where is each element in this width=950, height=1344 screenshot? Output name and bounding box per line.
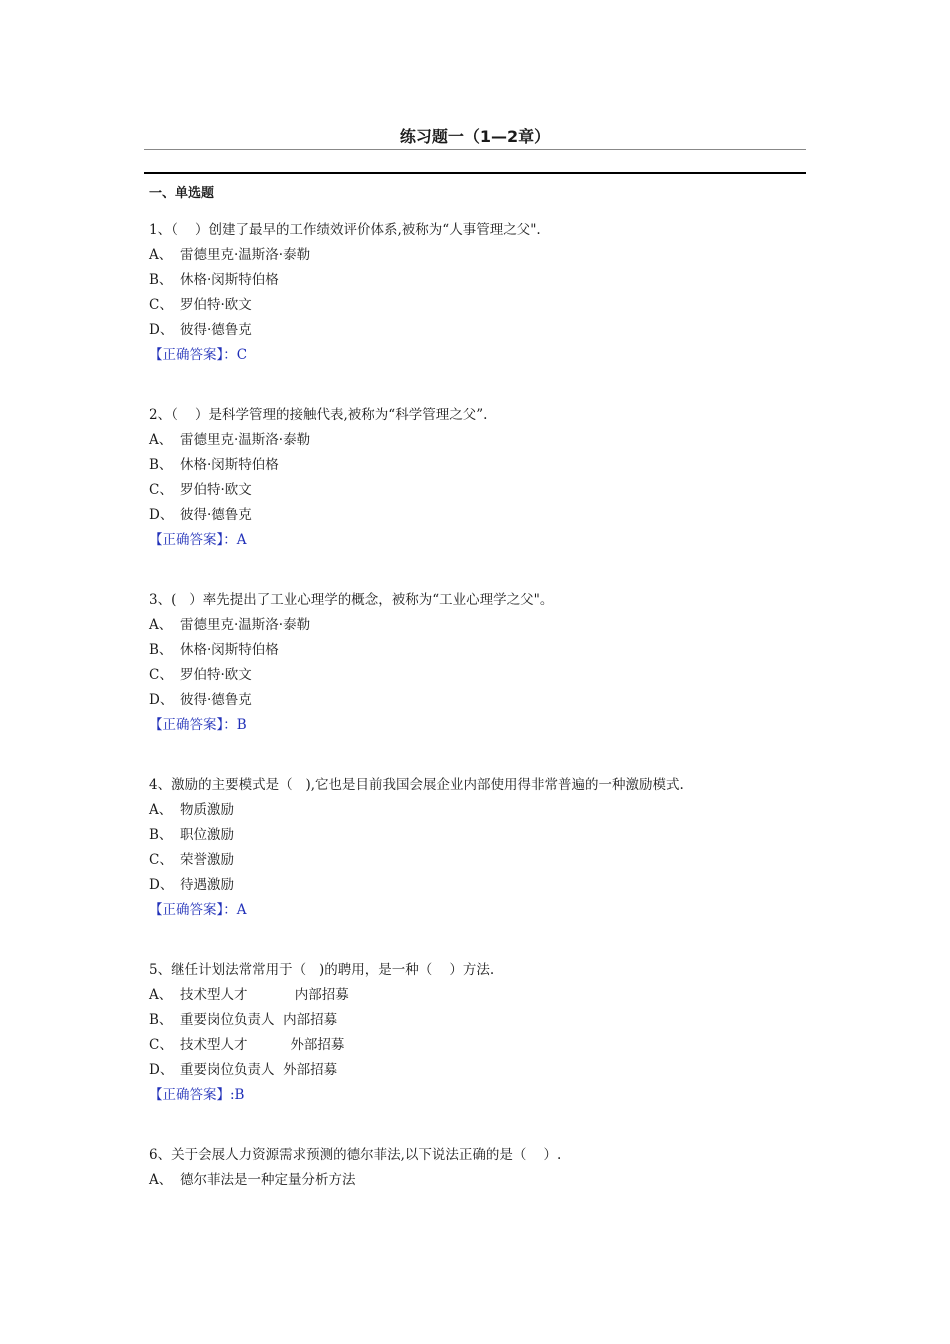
option-d [149,318,809,343]
option-letter: D、 [149,1062,174,1078]
option-text: 彼得·德鲁克 [180,507,252,523]
page-title: 练习题一（1—2章） [399,127,551,146]
correct-answer: 【正确答案】：A [149,532,247,548]
question-6 [149,1143,809,1193]
option-letter: B、 [149,272,173,288]
correct-answer: 【正确答案】：A [149,902,247,918]
option-d [149,873,809,898]
option-text: 休格·闵斯特伯格 [180,272,279,288]
option-letter: B、 [149,457,173,473]
question-5 [149,958,809,1108]
option-text: 重要岗位负责人 内部招募 [180,1012,338,1028]
header-divider [144,172,806,174]
option-letter: A、 [149,987,173,1003]
option-letter: B、 [149,1012,173,1028]
option-text: 职位激励 [180,827,234,843]
option-text: 彼得·德鲁克 [180,692,252,708]
option-a [149,983,809,1008]
option-text: 雷德里克·温斯洛·泰勒 [180,617,311,633]
option-b [149,638,809,663]
option-letter: A、 [149,617,173,633]
question-stem: 5、继任计划法常常用于（ )的聘用，是一种（ ）方法. [149,962,495,978]
option-c [149,1033,809,1058]
option-letter: D、 [149,507,174,523]
option-d [149,688,809,713]
correct-answer: 【正确答案】：B [149,717,247,733]
question-stem: 4、激励的主要模式是（ ),它也是目前我国会展企业内部使用得非常普遍的一种激励模式. [149,777,684,793]
correct-answer: 【正确答案】：C [149,347,248,363]
option-a [149,613,809,638]
option-text: 雷德里克·温斯洛·泰勒 [180,247,311,263]
option-letter: C、 [149,667,173,683]
option-a [149,428,809,453]
question-stem: 3、( ）率先提出了工业心理学的概念，被称为“工业心理学之父"。 [149,592,554,608]
question-stem: 1、（ ）创建了最早的工作绩效评价体系,被称为“人事管理之父". [149,222,541,238]
option-text: 罗伯特·欧文 [180,297,252,313]
option-text: 罗伯特·欧文 [180,482,252,498]
question-1 [149,218,809,368]
option-text: 技术型人才 内部招募 [180,987,349,1003]
option-b [149,1008,809,1033]
option-letter: C、 [149,297,173,313]
option-c [149,663,809,688]
option-letter: D、 [149,322,174,338]
option-text: 待遇激励 [180,877,234,893]
option-a [149,243,809,268]
title-underline [144,149,806,150]
option-c [149,848,809,873]
option-letter: B、 [149,827,173,843]
option-text: 彼得·德鲁克 [180,322,252,338]
option-a [149,798,809,823]
option-b [149,453,809,478]
option-letter: C、 [149,482,173,498]
option-letter: C、 [149,852,173,868]
option-letter: D、 [149,877,174,893]
question-3 [149,588,809,738]
option-d [149,503,809,528]
option-text: 雷德里克·温斯洛·泰勒 [180,432,311,448]
option-letter: A、 [149,1172,173,1188]
option-a [149,1168,809,1193]
option-text: 德尔菲法是一种定量分析方法 [180,1172,356,1188]
question-2 [149,403,809,553]
option-text: 物质激励 [180,802,234,818]
option-letter: C、 [149,1037,173,1053]
option-letter: D、 [149,692,174,708]
correct-answer: 【正确答案】:B [149,1087,245,1103]
question-4 [149,773,809,923]
option-letter: A、 [149,802,173,818]
option-d [149,1058,809,1083]
question-stem: 2、（ ）是科学管理的接触代表,被称为“科学管理之父”. [149,407,488,423]
option-letter: B、 [149,642,173,658]
option-letter: A、 [149,432,173,448]
question-list [149,218,809,1228]
question-stem: 6、关于会展人力资源需求预测的德尔菲法,以下说法正确的是（ ）. [149,1147,562,1163]
option-c [149,293,809,318]
section-heading: 一、单选题 [149,186,215,201]
option-text: 技术型人才 外部招募 [180,1037,345,1053]
option-text: 罗伯特·欧文 [180,667,252,683]
option-letter: A、 [149,247,173,263]
option-c [149,478,809,503]
option-text: 荣誉激励 [180,852,234,868]
option-text: 重要岗位负责人 外部招募 [180,1062,338,1078]
option-b [149,268,809,293]
option-text: 休格·闵斯特伯格 [180,642,279,658]
option-b [149,823,809,848]
option-text: 休格·闵斯特伯格 [180,457,279,473]
